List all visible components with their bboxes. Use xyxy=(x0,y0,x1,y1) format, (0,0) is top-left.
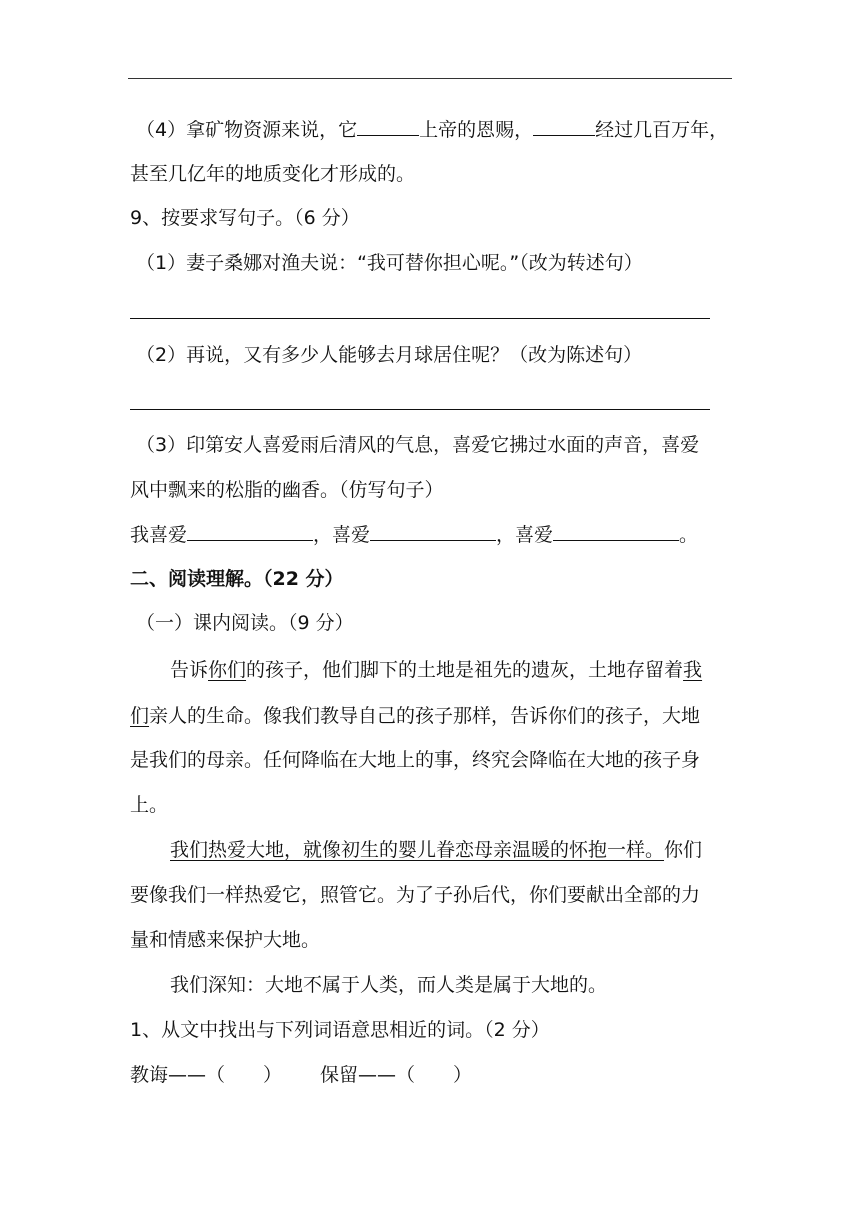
section-2-sub-1: （一）课内阅读。（9 分） xyxy=(136,612,354,634)
p1-text-b: 的孩子，他们脚下的土地是祖先的遗灰，土地存留着 xyxy=(246,659,684,681)
q9-sentence-1: （1）妻子桑娜对渔夫说：“我可替你担心呢。”（改为转述句） xyxy=(136,252,643,274)
header-rule xyxy=(128,78,732,79)
q9-answer-line-1[interactable] xyxy=(130,318,710,319)
q9-sentence-3-line1: （3）印第安人喜爱雨后清风的气息，喜爱它拂过水面的声音，喜爱 xyxy=(136,434,700,456)
q9-fill-line xyxy=(130,522,698,547)
q9-title: 9、按要求写句子。（6 分） xyxy=(130,207,360,229)
p1-underlined-word-3: 们 xyxy=(130,705,150,727)
passage-p3-line1: 我们深知：大地不属于人类，而人类是属于大地的。 xyxy=(170,974,608,996)
q8-4-text-a: （4）拿矿物资源来说，它 xyxy=(136,119,358,141)
fill-blank-3[interactable] xyxy=(553,522,679,541)
passage-p2-line3: 量和情感来保护大地。 xyxy=(130,929,321,951)
p2-text: 你们 xyxy=(664,839,703,861)
q8-4-line1 xyxy=(136,117,728,142)
p1-text-c: 亲人的生命。像我们教导自己的孩子那样，告诉你们的孩子，大地 xyxy=(149,705,701,727)
q8-4-line2: 甚至几亿年的地质变化才形成的。 xyxy=(130,163,416,185)
p1-text: 告诉 xyxy=(170,659,209,681)
fill-text-c: ，喜爱 xyxy=(496,524,554,546)
q9-sentence-2: （2）再说，又有多少人能够去月球居住呢？（改为陈述句） xyxy=(136,344,643,366)
q8-4-blank-1[interactable] xyxy=(357,117,419,136)
q8-4-text-b: 上帝的恩赐， xyxy=(419,119,534,141)
q8-4-text-c: 经过几百万年， xyxy=(595,119,729,141)
passage-p1-line2 xyxy=(130,704,700,728)
passage-p1-line4: 上。 xyxy=(130,794,169,816)
section-2-title: 二、阅读理解。（22 分） xyxy=(130,568,344,590)
q1-item-1[interactable]: 教诲——（ ） xyxy=(130,1064,283,1086)
q8-4-blank-2[interactable] xyxy=(533,117,595,136)
q9-sentence-3-line2: 风中飘来的松脂的幽香。（仿写句子） xyxy=(130,479,444,501)
p1-underlined-word: 你们 xyxy=(208,659,247,681)
fill-text-a: 我喜爱 xyxy=(130,524,188,546)
fill-blank-2[interactable] xyxy=(370,522,496,541)
p1-underlined-word-2: 我 xyxy=(683,659,703,681)
fill-text-end: 。 xyxy=(679,524,699,546)
q1-title: 1、从文中找出与下列词语意思相近的词。（2 分） xyxy=(130,1019,550,1041)
passage-p1-line1 xyxy=(170,658,702,682)
q1-item-2[interactable]: 保留——（ ） xyxy=(320,1064,473,1086)
passage-p2-line1 xyxy=(170,838,702,862)
q9-answer-line-2[interactable] xyxy=(130,409,710,410)
fill-blank-1[interactable] xyxy=(187,522,313,541)
passage-p1-line3: 是我们的母亲。任何降临在大地上的事，终究会降临在大地的孩子身 xyxy=(130,749,701,771)
passage-p2-line2: 要像我们一样热爱它，照管它。为了子孙后代，你们要献出全部的力 xyxy=(130,884,701,906)
p2-underlined-sentence: 我们热爱大地，就像初生的婴儿眷恋母亲温暖的怀抱一样。 xyxy=(170,839,665,861)
fill-text-b: ，喜爱 xyxy=(313,524,371,546)
q1-items xyxy=(130,1063,472,1087)
